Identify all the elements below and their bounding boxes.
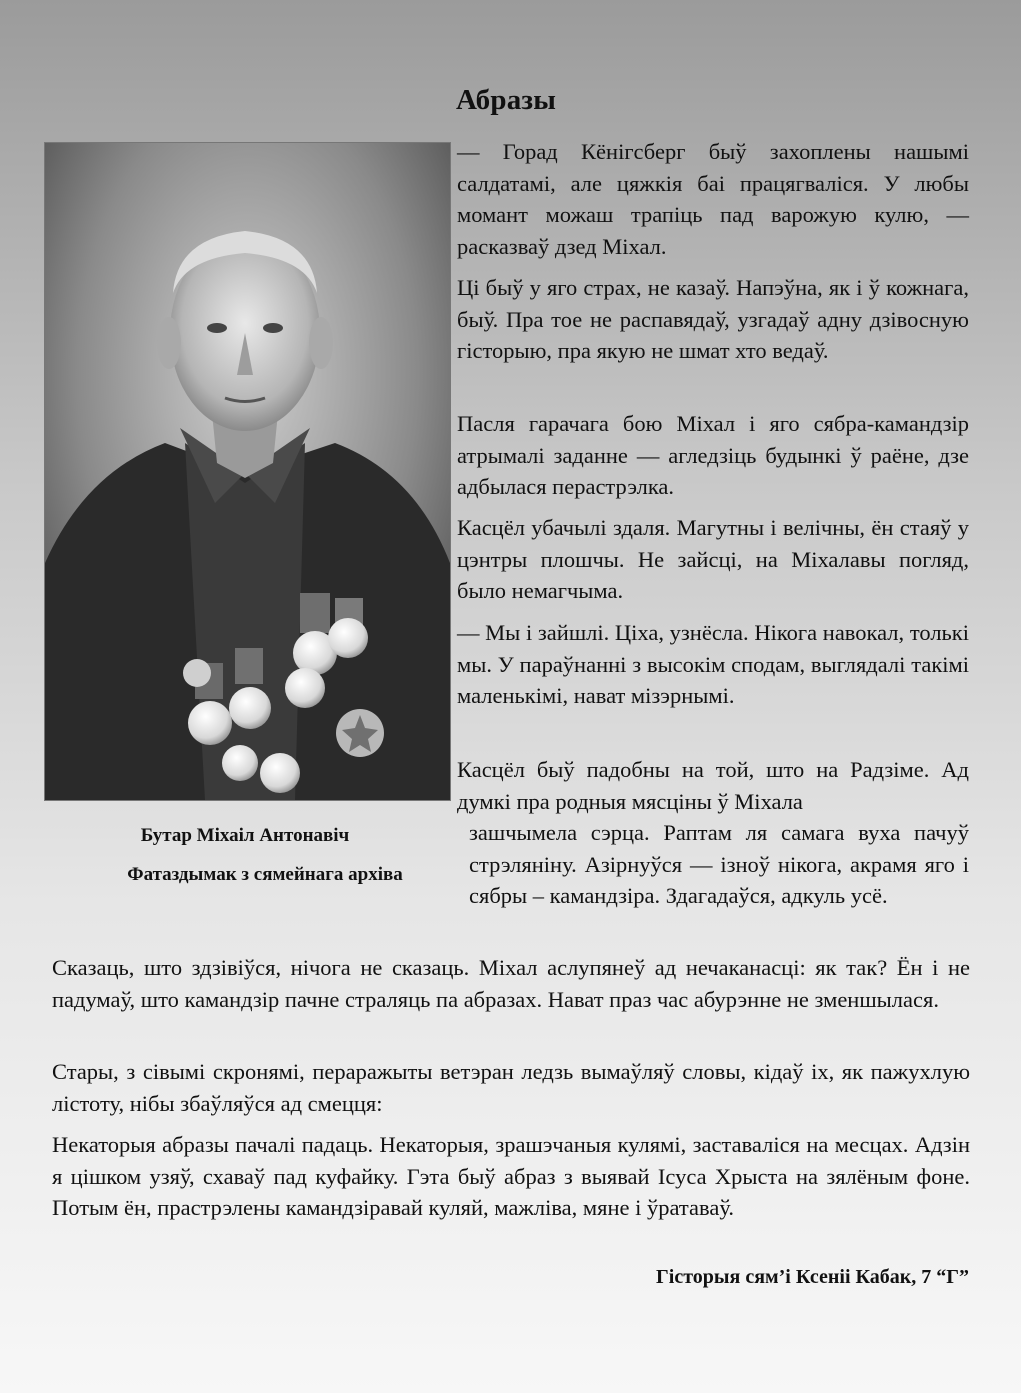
photo-caption-source: Фатаздымак з сямейнага архіва (127, 864, 403, 885)
paragraph-4: Касцёл убачылі здаля. Магутны і велічны, ён стаяў у цэнтры плошчы. Не зайсці, на Міхалавы погляд, было немагчыма. (457, 515, 969, 603)
paragraph-2: Ці быў у яго страх, не казаў. Напэўна, як і ў кожнага, быў. Пра тое не распавядаў, узгадаў адну дзівосную гісторыю, пра якую не шмат хто ведаў. (457, 275, 969, 363)
page-title: Абразы (456, 84, 557, 116)
paragraph-9: Некаторыя абразы пачалі падаць. Некаторыя, зрашэчаныя кулямі, заставаліся на месцах. Адзін я цішком узяў, схаваў пад куфайку. Гэта быў абраз з выявай Ісуса Хрыста на зялёным фоне. Потым ён, прастрэлены камандзіравай куляй, мажліва, мяне і ўратаваў. (52, 1132, 970, 1220)
paragraph-6-first-line: Касцёл быў падобны на той, што на Радзіме. Ад думкі пра родныя мясціны ў Міхала (457, 757, 969, 814)
paragraph-7: Сказаць, што здзівіўся, нічога не сказаць. Міхал аслупянеў ад нечаканасці: як так? Ён і не падумаў, што камандзір пачне страляць па абразах. Нават праз час абурэнне не зменшылася. (52, 955, 970, 1012)
paragraph-6-rest: зашчымела сэрца. Раптам ля самага вуха пачуў стрэляніну. Азірнуўся — ізноў нікога, акрамя яго і сябры – камандзіра. Здагадаўся, адкуль усё. (469, 820, 969, 908)
author-signature: Гісторыя сям’і Ксеніі Кабак, 7 “Г” (656, 1266, 969, 1288)
paragraph-6 (457, 754, 969, 912)
photo-caption-name: Бутар Міхаіл Антонавіч (140, 825, 350, 846)
paragraph-5: — Мы і зайшлі. Ціха, узнёсла. Нікога навокал, толькі мы. У параўнанні з высокім сподам, выглядалі такімі маленькімі, нават мізэрнымі. (457, 620, 969, 708)
paragraph-8: Стары, з сівымі скронямі, пераражыты ветэран ледзь вымаўляў словы, кідаў іх, як пажухлую лістоту, нібы збаўляўся ад смецця: (52, 1059, 970, 1116)
portrait-photo (45, 143, 450, 800)
portrait-illustration (45, 143, 450, 800)
paragraph-1: — Горад Кёнігсберг быў захоплены нашымі салдатамі, але цяжкія баі працягваліся. У любы момант можаш трапіць пад варожую кулю, — расказваў дзед Міхал. (457, 139, 969, 259)
paragraph-3: Пасля гарачага бою Міхал і яго сябра-камандзір атрымалі заданне — агледзіць будынкі ў раёне, дзе адбылася перастрэлка. (457, 411, 969, 499)
